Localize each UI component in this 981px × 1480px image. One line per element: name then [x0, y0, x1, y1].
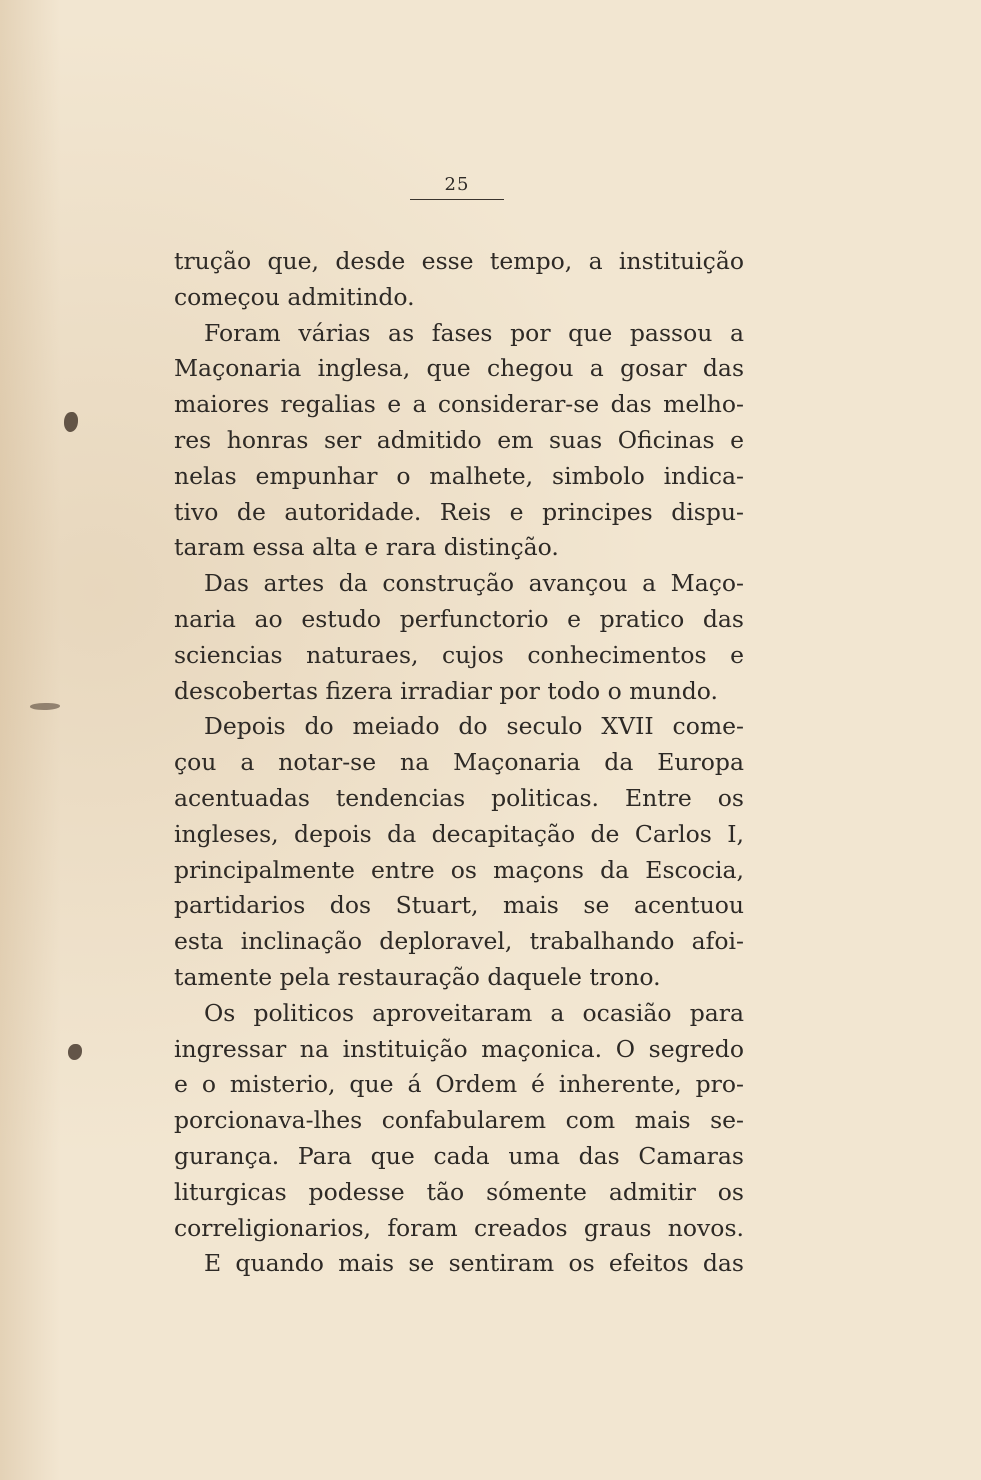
text-line: tamente pela restauração daquele trono.	[174, 962, 661, 991]
text-line: partidarios dos Stuart, mais se acentuou	[174, 891, 744, 920]
text-line: naria ao estudo perfunctorio e pratico das	[174, 604, 744, 633]
text-line: trução que, desde esse tempo, a instituição	[174, 247, 744, 275]
ink-smudge	[68, 1044, 82, 1060]
text-line: esta inclinação deploravel, trabalhando afoi-	[174, 927, 744, 956]
text-line: e o misterio, que á Ordem é inherente, pro-	[174, 1070, 744, 1099]
text-line: correligionarios, foram creados graus novos.	[174, 1213, 744, 1242]
text-line: liturgicas podesse tão sómente admitir os	[174, 1177, 744, 1206]
text-line: descobertas fizera irradiar por todo o mundo.	[174, 676, 718, 705]
page-number: 25	[410, 174, 504, 200]
text-line: maiores regalias e a considerar-se das melho-	[174, 390, 744, 419]
text-line: ingleses, depois da decapitação de Carlos I,	[174, 819, 744, 848]
text-line: gurança. Para que cada uma das Camaras	[174, 1141, 744, 1170]
text-line: res honras ser admitido em suas Oficinas e	[174, 425, 744, 454]
text-line: Os politicos aproveitaram a ocasião para	[204, 998, 744, 1027]
ink-smudge	[64, 412, 78, 432]
text-line: porcionava-lhes confabularem com mais se-	[174, 1106, 744, 1135]
text-line: çou a notar-se na Maçonaria da Europa	[174, 748, 744, 777]
text-line: ingressar na instituição maçonica. O segredo	[174, 1034, 744, 1063]
text-line: tivo de autoridade. Reis e principes dispu-	[174, 497, 744, 526]
body-text	[174, 244, 744, 1282]
text-line: nelas empunhar o malhete, simbolo indica-	[174, 461, 744, 490]
text-line: Das artes da construção avançou a Maço-	[204, 569, 744, 598]
text-line: sciencias naturaes, cujos conhecimentos e	[174, 640, 744, 669]
text-line: acentuadas tendencias politicas. Entre os	[174, 783, 744, 812]
text-line: taram essa alta e rara distinção.	[174, 533, 559, 562]
text-line: Depois do meiado do seculo XVII come-	[204, 712, 744, 741]
text-line: E quando mais se sentiram os efeitos das	[204, 1249, 744, 1278]
text-line: principalmente entre os maçons da Escocia,	[174, 855, 744, 884]
ink-smudge	[30, 703, 60, 710]
text-line: começou admitindo.	[174, 282, 415, 311]
text-line: Maçonaria inglesa, que chegou a gosar das	[174, 354, 744, 383]
text-line: Foram várias as fases por que passou a	[204, 318, 744, 347]
